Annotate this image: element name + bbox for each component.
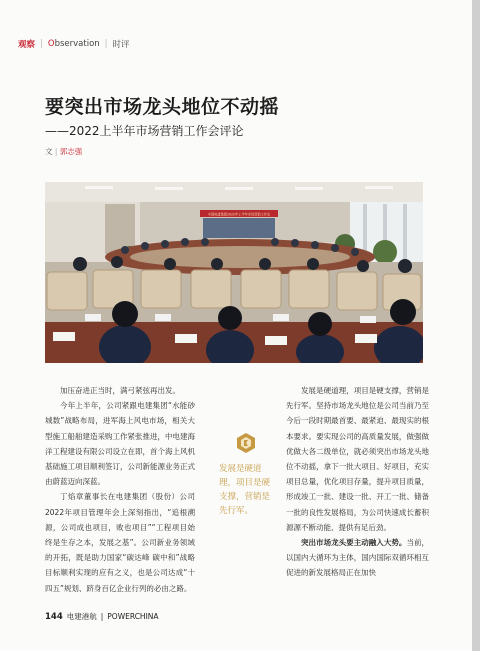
byline-label: 文	[45, 147, 53, 156]
page-edge	[472, 0, 480, 651]
page-footer	[45, 611, 159, 622]
body-column-left	[45, 383, 195, 596]
pull-quote-text: 发展是硬道理，项目是硬支撑，营销是先行军。	[219, 464, 271, 516]
section-header	[18, 38, 130, 50]
magazine-name: 电建港航	[66, 612, 97, 621]
paragraph-rest: 当前，以国内大循环为主体，国内国际双循环相互促进的新发展格局正在加快	[286, 538, 429, 578]
byline: 文 | 郭志强	[45, 147, 83, 156]
header-divider: |	[40, 39, 43, 49]
paragraph: 加压奋进正当时，满弓紧弦再出发。	[60, 386, 180, 395]
body-column-right	[286, 383, 429, 581]
paragraph: 丁焰章董事长在电建集团（股份）公司2022年项目管理年会上深刻指出，“追根溯源，公司成也项目，败也项目”“工程项目始终是生存之本，发展之基”。公司新业务领域的开拓，既是助力国家“碳达峰 碳中和”战略目标顺利实现的应有之义，也是公司达成“十四五”规划、跻身百亿企业行列的必由之路。	[45, 492, 195, 593]
lead-sentence: 突出市场龙头要主动融入大势。	[301, 538, 407, 548]
author-name: 郭志强	[59, 147, 83, 156]
quote-emblem-icon	[235, 432, 257, 454]
page-number: 144	[45, 611, 63, 622]
section-english-rest: bservation	[54, 39, 100, 49]
header-divider-2: |	[104, 39, 108, 49]
column-label: 时评	[112, 40, 130, 50]
paragraph: 发展是硬道理，项目是硬支撑，营销是先行军。坚持市场龙头地位是公司当前乃至今后一段时期最首要、最紧迫、最现实的根本要求。要实现公司的高质量发展，做强做优做大各二级单位，就必须突出市场龙头地位不动摇，拿下一批大项目、好项目，充实项目总量，优化项目存量，提升项目质量，形成竣工一批、建设一批、开工一批、储备一批的良性发展格局，为公司快速成长蓄积源源不断动能、提供有足后劲。	[286, 386, 429, 532]
article-subtitle: ——2022上半年市场营销工作会评论	[45, 124, 244, 138]
footer-divider: |	[100, 612, 104, 621]
banner-text: 中国电建集团2022年上半年市场营销工作会	[207, 212, 271, 217]
meeting-photo	[45, 182, 423, 363]
article-title: 要突出市场龙头地位不动摇	[45, 96, 280, 118]
section-label: 观察	[18, 40, 36, 50]
pull-quote	[219, 432, 271, 518]
section-english	[48, 39, 100, 49]
section-english-initial: O	[47, 39, 55, 49]
magazine-brand: POWERCHINA	[107, 612, 159, 621]
paragraph-with-lead	[286, 535, 429, 581]
paragraph: 今年上半年，公司紧跟电建集团“水能砂城数”战略布局，进军海上风电市场，相关大型施工船舶建造采购工作紧张推进，中电建海洋工程建设有限公司设立在即，首个海上风机基础施工项目顺利签订，公司新能源业务正式由蔚蓝迈向深蓝。	[45, 401, 195, 487]
